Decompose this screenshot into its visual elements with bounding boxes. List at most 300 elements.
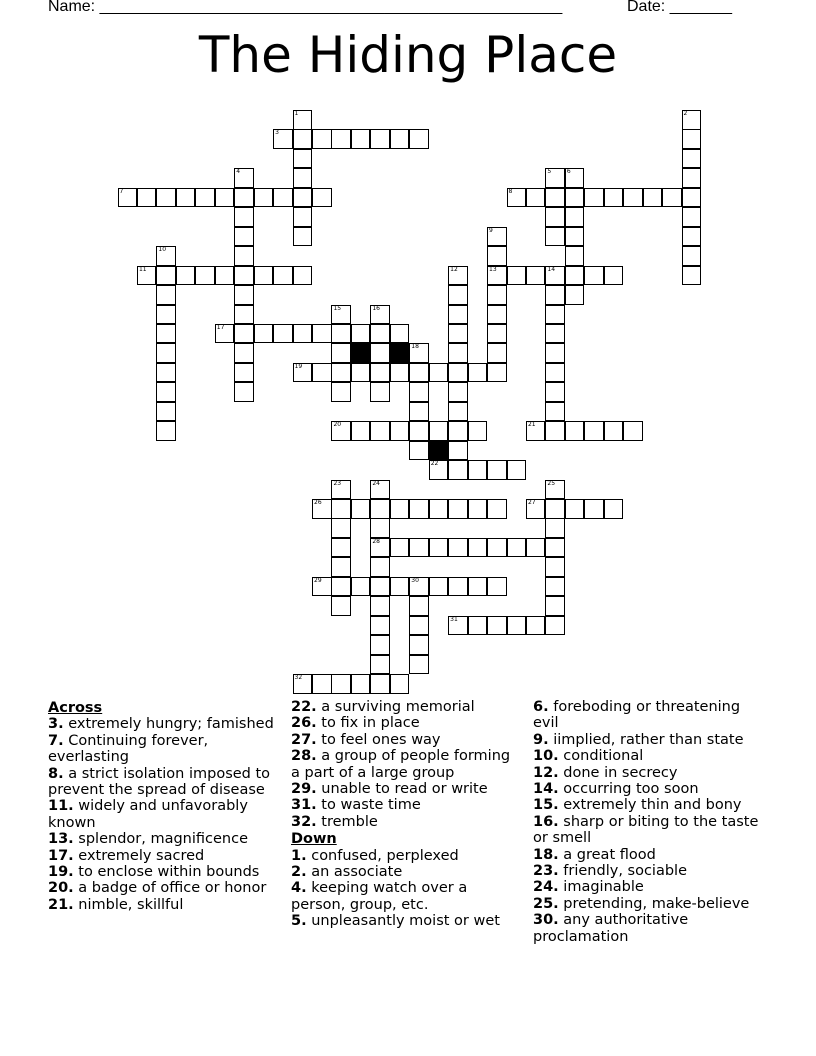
clue-number-label: 17. (48, 847, 74, 864)
grid-cell[interactable] (448, 266, 468, 286)
clue-number: 31 (450, 615, 458, 623)
clue-text: splendor, magnificence (73, 831, 248, 848)
clue-number: 22 (430, 460, 439, 468)
grid-cell[interactable] (273, 324, 293, 344)
grid-cell[interactable] (565, 227, 585, 247)
grid-cell[interactable] (195, 188, 215, 208)
grid-cell[interactable] (331, 538, 351, 558)
grid-cell[interactable] (390, 363, 410, 383)
grid-cell[interactable] (468, 577, 488, 597)
clue-text: extremely thin and bony (558, 797, 742, 814)
clue-number-label: 32. (291, 813, 317, 830)
grid-cell[interactable] (234, 168, 254, 188)
grid-cell[interactable] (545, 227, 565, 247)
clue-number: 14 (547, 265, 556, 273)
grid-cell[interactable] (643, 188, 663, 208)
grid-cell[interactable] (507, 460, 527, 480)
grid-cell[interactable] (156, 246, 176, 266)
grid-cell[interactable] (254, 188, 274, 208)
grid-cell[interactable] (234, 246, 254, 266)
grid-cell[interactable] (331, 363, 351, 383)
grid-cell[interactable] (409, 538, 429, 558)
grid-cell[interactable] (390, 421, 410, 441)
grid-cell[interactable] (429, 421, 449, 441)
grid-cell[interactable] (409, 129, 429, 149)
grid-cell[interactable] (662, 188, 682, 208)
grid-cell[interactable] (234, 266, 254, 286)
grid-cell[interactable] (156, 363, 176, 383)
grid-cell[interactable] (409, 363, 429, 383)
grid-cell[interactable] (156, 188, 176, 208)
grid-cell[interactable] (370, 129, 390, 149)
grid-cell[interactable] (293, 129, 313, 149)
grid-cell[interactable] (312, 363, 332, 383)
grid-cell[interactable] (390, 538, 410, 558)
clue-number: 18 (411, 343, 419, 351)
clue-number-label: 24. (533, 879, 559, 896)
grid-cell[interactable] (545, 616, 565, 636)
clue-text: unpleasantly moist or wet (306, 913, 500, 930)
grid-cell[interactable] (545, 168, 565, 188)
grid-cell[interactable] (156, 305, 176, 325)
grid-cell[interactable] (409, 655, 429, 675)
grid-cell[interactable] (526, 266, 546, 286)
grid-cell[interactable] (370, 635, 390, 655)
grid-cell[interactable] (429, 363, 449, 383)
grid-cell[interactable] (156, 421, 176, 441)
grid-cell[interactable] (331, 557, 351, 577)
grid-cell[interactable] (370, 674, 390, 694)
grid-cell[interactable] (545, 343, 565, 363)
grid-cell[interactable] (487, 227, 507, 247)
clue-number: 19 (294, 362, 303, 370)
grid-cell[interactable] (351, 674, 371, 694)
grid-cell[interactable] (429, 538, 449, 558)
grid-cell[interactable] (526, 499, 546, 519)
grid-cell[interactable] (526, 616, 546, 636)
clue-number-label: 5. (291, 913, 307, 930)
grid-cell[interactable] (682, 168, 702, 188)
clue-item (291, 864, 523, 880)
grid-cell[interactable] (312, 577, 332, 597)
clue-text: foreboding or threatening evil (533, 699, 741, 732)
grid-cell[interactable] (293, 149, 313, 169)
grid-cell[interactable] (156, 382, 176, 402)
clue-text: a group of people forming a part of a large group (291, 748, 511, 781)
grid-cell[interactable] (312, 324, 332, 344)
grid-cell[interactable] (409, 499, 429, 519)
clue-text: widely and unfavorably known (48, 798, 248, 831)
clue-item (533, 699, 765, 732)
grid-cell[interactable] (390, 129, 410, 149)
grid-cell[interactable] (370, 538, 390, 558)
grid-cell[interactable] (487, 460, 507, 480)
clue-item (533, 847, 765, 863)
grid-cell[interactable] (604, 266, 624, 286)
grid-cell[interactable] (545, 305, 565, 325)
grid-cell[interactable] (448, 577, 468, 597)
grid-cell[interactable] (565, 285, 585, 305)
grid-cell[interactable] (273, 129, 293, 149)
grid-cell[interactable] (545, 499, 565, 519)
grid-cell[interactable] (351, 129, 371, 149)
grid-cell[interactable] (448, 538, 468, 558)
clue-item (48, 864, 280, 880)
clue-text: imaginable (558, 879, 644, 896)
grid-cell[interactable] (409, 596, 429, 616)
grid-cell[interactable] (429, 499, 449, 519)
grid-cell[interactable] (468, 538, 488, 558)
clue-item (291, 814, 523, 830)
grid-cell[interactable] (409, 421, 429, 441)
grid-cell[interactable] (234, 285, 254, 305)
grid-cell[interactable] (507, 616, 527, 636)
grid-cell[interactable] (176, 188, 196, 208)
grid-cell[interactable] (682, 149, 702, 169)
grid-cell[interactable] (545, 402, 565, 422)
name-field-label[interactable]: Name: ____________________________________________________ (48, 0, 563, 15)
grid-cell[interactable] (312, 499, 332, 519)
grid-cell[interactable] (234, 207, 254, 227)
grid-cell[interactable] (293, 188, 313, 208)
grid-cell[interactable] (312, 674, 332, 694)
clue-number: 15 (333, 304, 342, 312)
grid-cell[interactable] (215, 266, 235, 286)
grid-cell[interactable] (312, 129, 332, 149)
grid-cell[interactable] (312, 188, 332, 208)
grid-cell[interactable] (409, 343, 429, 363)
grid-cell[interactable] (487, 538, 507, 558)
grid-cell[interactable] (195, 266, 215, 286)
grid-cell[interactable] (545, 577, 565, 597)
clue-number: 21 (527, 421, 536, 429)
grid-cell[interactable] (448, 324, 468, 344)
grid-cell[interactable] (370, 343, 390, 363)
grid-cell[interactable] (331, 518, 351, 538)
clue-number-label: 11. (48, 798, 74, 815)
grid-cell[interactable] (468, 363, 488, 383)
grid-cell[interactable] (215, 324, 235, 344)
date-field-label[interactable]: Date: _______ (627, 0, 732, 15)
grid-cell[interactable] (565, 421, 585, 441)
grid-cell[interactable] (331, 421, 351, 441)
grid-cell[interactable] (409, 635, 429, 655)
grid-cell[interactable] (682, 227, 702, 247)
grid-cell[interactable] (487, 616, 507, 636)
grid-cell[interactable] (448, 343, 468, 363)
grid-cell[interactable] (545, 596, 565, 616)
grid-cell[interactable] (118, 188, 138, 208)
grid-cell[interactable] (370, 596, 390, 616)
grid-cell[interactable] (370, 324, 390, 344)
grid-cell[interactable] (331, 480, 351, 500)
clue-text: tremble (316, 813, 378, 830)
grid-cell[interactable] (682, 129, 702, 149)
clue-number: 9 (489, 226, 493, 234)
grid-cell[interactable] (682, 266, 702, 286)
grid-cell[interactable] (584, 421, 604, 441)
clue-item (533, 732, 765, 748)
clue-number-label: 16. (533, 813, 559, 830)
clue-text: sharp or biting to the taste or smell (533, 813, 759, 847)
grid-cell[interactable] (370, 577, 390, 597)
grid-cell[interactable] (545, 188, 565, 208)
grid-cell[interactable] (293, 168, 313, 188)
grid-cell[interactable] (468, 499, 488, 519)
grid-cell[interactable] (584, 266, 604, 286)
grid-cell[interactable] (156, 285, 176, 305)
grid-cell[interactable] (293, 324, 313, 344)
grid-cell[interactable] (448, 382, 468, 402)
grid-cell[interactable] (487, 266, 507, 286)
grid-cell[interactable] (526, 538, 546, 558)
grid-cell[interactable] (429, 460, 449, 480)
clue-number-label: 7. (48, 732, 64, 749)
grid-cell[interactable] (370, 382, 390, 402)
grid-cell[interactable] (507, 538, 527, 558)
grid-cell[interactable] (682, 188, 702, 208)
grid-cell[interactable] (487, 246, 507, 266)
clue-text: to fix in place (316, 715, 420, 732)
grid-cell[interactable] (545, 285, 565, 305)
grid-cell[interactable] (468, 460, 488, 480)
clue-text: nimble, skillful (73, 896, 184, 913)
grid-cell[interactable] (507, 266, 527, 286)
grid-cell[interactable] (545, 207, 565, 227)
grid-cell[interactable] (584, 499, 604, 519)
grid-cell[interactable] (351, 499, 371, 519)
grid-cell[interactable] (682, 246, 702, 266)
grid-cell[interactable] (682, 110, 702, 130)
clue-item (533, 797, 765, 813)
grid-cell[interactable] (331, 674, 351, 694)
clue-number: 28 (372, 537, 380, 545)
grid-cell[interactable] (370, 421, 390, 441)
grid-cell[interactable] (273, 266, 293, 286)
grid-cell[interactable] (370, 655, 390, 675)
clue-number-label: 3. (48, 716, 64, 733)
grid-cell[interactable] (565, 266, 585, 286)
grid-cell[interactable] (487, 324, 507, 344)
grid-cell[interactable] (351, 421, 371, 441)
grid-cell[interactable] (565, 207, 585, 227)
grid-cell[interactable] (565, 499, 585, 519)
grid-cell[interactable] (390, 499, 410, 519)
grid-cell[interactable] (565, 246, 585, 266)
grid-cell[interactable] (293, 227, 313, 247)
grid-cell[interactable] (215, 188, 235, 208)
grid-cell[interactable] (234, 382, 254, 402)
grid-cell[interactable] (390, 674, 410, 694)
grid-cell[interactable] (487, 363, 507, 383)
grid-cell[interactable] (370, 480, 390, 500)
grid-cell[interactable] (234, 188, 254, 208)
grid-cell[interactable] (526, 188, 546, 208)
grid-cell[interactable] (545, 266, 565, 286)
grid-cell[interactable] (487, 285, 507, 305)
grid-cell[interactable] (623, 188, 643, 208)
grid-cell[interactable] (351, 324, 371, 344)
grid-cell[interactable] (409, 441, 429, 461)
grid-cell[interactable] (331, 596, 351, 616)
grid-cell[interactable] (390, 577, 410, 597)
clue-number-label: 6. (533, 699, 549, 715)
grid-cell[interactable] (545, 557, 565, 577)
grid-cell[interactable] (331, 305, 351, 325)
grid-cell[interactable] (526, 421, 546, 441)
grid-cell[interactable] (545, 363, 565, 383)
grid-cell[interactable] (156, 266, 176, 286)
clue-number: 17 (216, 323, 225, 331)
grid-cell[interactable] (254, 266, 274, 286)
clue-number-label: 8. (48, 765, 64, 782)
clue-number: 23 (333, 479, 342, 487)
grid-cell[interactable] (604, 188, 624, 208)
grid-cell[interactable] (390, 324, 410, 344)
grid-cell[interactable] (565, 188, 585, 208)
clue-number: 13 (489, 265, 497, 273)
clue-number: 8 (508, 187, 513, 195)
grid-cell[interactable] (370, 616, 390, 636)
grid-cell[interactable] (273, 188, 293, 208)
clue-number-label: 12. (533, 764, 559, 781)
grid-cell[interactable] (468, 616, 488, 636)
grid-cell[interactable] (331, 324, 351, 344)
grid-cell[interactable] (487, 499, 507, 519)
clue-item (48, 831, 280, 847)
clue-number: 12 (450, 265, 458, 273)
clue-number-label: 14. (533, 781, 559, 798)
clue-number-label: 9. (533, 731, 549, 748)
grid-cell[interactable] (176, 266, 196, 286)
grid-cell[interactable] (331, 129, 351, 149)
grid-cell[interactable] (584, 188, 604, 208)
grid-cell[interactable] (468, 421, 488, 441)
clue-text: any authoritative proclamation (533, 912, 689, 945)
grid-cell[interactable] (370, 305, 390, 325)
grid-cell[interactable] (137, 188, 157, 208)
grid-cell[interactable] (331, 343, 351, 363)
grid-cell[interactable] (448, 305, 468, 325)
grid-cell[interactable] (448, 460, 468, 480)
grid-cell[interactable] (409, 382, 429, 402)
grid-cell[interactable] (409, 616, 429, 636)
clue-number: 20 (333, 421, 342, 429)
grid-cell[interactable] (623, 421, 643, 441)
clue-text: to waste time (316, 797, 421, 814)
grid-cell[interactable] (370, 518, 390, 538)
clue-number: 24 (372, 479, 380, 487)
clue-number: 30 (411, 576, 419, 584)
grid-cell[interactable] (604, 421, 624, 441)
clue-number-label: 21. (48, 896, 74, 913)
grid-cell[interactable] (448, 441, 468, 461)
grid-cell[interactable] (137, 266, 157, 286)
grid-cell[interactable] (156, 343, 176, 363)
clue-text: a badge of office or honor (73, 880, 267, 897)
grid-cell[interactable] (234, 227, 254, 247)
grid-cell[interactable] (409, 577, 429, 597)
grid-cell[interactable] (351, 363, 371, 383)
grid-cell[interactable] (331, 382, 351, 402)
grid-cell[interactable] (448, 402, 468, 422)
grid-cell[interactable] (293, 674, 313, 694)
clue-item (48, 716, 280, 732)
grid-cell[interactable] (545, 421, 565, 441)
grid-cell[interactable] (293, 110, 313, 130)
grid-cell[interactable] (545, 324, 565, 344)
grid-cell[interactable] (293, 266, 313, 286)
grid-cell[interactable] (545, 518, 565, 538)
grid-cell[interactable] (351, 577, 371, 597)
across-heading: Across (48, 700, 103, 716)
clue-number: 10 (158, 246, 167, 254)
grid-cell[interactable] (370, 557, 390, 577)
grid-cell[interactable] (254, 324, 274, 344)
clue-number-label: 4. (291, 880, 307, 897)
clue-number: 29 (314, 576, 322, 584)
grid-cell[interactable] (487, 305, 507, 325)
grid-cell[interactable] (234, 343, 254, 363)
grid-cell[interactable] (331, 499, 351, 519)
clue-item (533, 781, 765, 797)
grid-cell[interactable] (156, 324, 176, 344)
clue-number: 16 (372, 304, 380, 312)
clues-column-3 (533, 699, 765, 945)
grid-cell[interactable] (448, 285, 468, 305)
grid-cell[interactable] (487, 343, 507, 363)
clue-number-label: 27. (291, 731, 317, 748)
clue-number-label: 23. (533, 863, 559, 880)
clue-text: extremely sacred (73, 847, 205, 864)
grid-cell[interactable] (487, 577, 507, 597)
grid-cell[interactable] (448, 363, 468, 383)
grid-cell[interactable] (370, 499, 390, 519)
grid-cell[interactable] (682, 207, 702, 227)
grid-cell[interactable] (604, 499, 624, 519)
clue-text: extremely hungry; famished (63, 716, 274, 733)
grid-cell[interactable] (234, 324, 254, 344)
grid-cell[interactable] (156, 402, 176, 422)
clue-item (291, 797, 523, 813)
grid-cell[interactable] (448, 421, 468, 441)
grid-cell[interactable] (429, 577, 449, 597)
grid-cell[interactable] (507, 188, 527, 208)
clue-number-label: 15. (533, 797, 559, 814)
grid-cell[interactable] (293, 363, 313, 383)
clue-text: a great flood (558, 846, 656, 863)
grid-cell[interactable] (545, 382, 565, 402)
grid-cell[interactable] (545, 538, 565, 558)
clue-item (533, 896, 765, 912)
grid-cell[interactable] (293, 207, 313, 227)
clue-item (533, 879, 765, 895)
grid-cell[interactable] (409, 402, 429, 422)
clue-number: 6 (566, 168, 571, 176)
grid-cell[interactable] (448, 616, 468, 636)
grid-cell[interactable] (370, 363, 390, 383)
clue-text: confused, perplexed (306, 847, 459, 864)
grid-cell[interactable] (234, 363, 254, 383)
clue-item (291, 781, 523, 797)
grid-cell[interactable] (331, 577, 351, 597)
grid-cell[interactable] (545, 480, 565, 500)
grid-cell[interactable] (234, 305, 254, 325)
grid-cell[interactable] (448, 499, 468, 519)
grid-cell[interactable] (565, 168, 585, 188)
clue-number: 7 (119, 187, 124, 195)
grid-block (351, 343, 371, 363)
